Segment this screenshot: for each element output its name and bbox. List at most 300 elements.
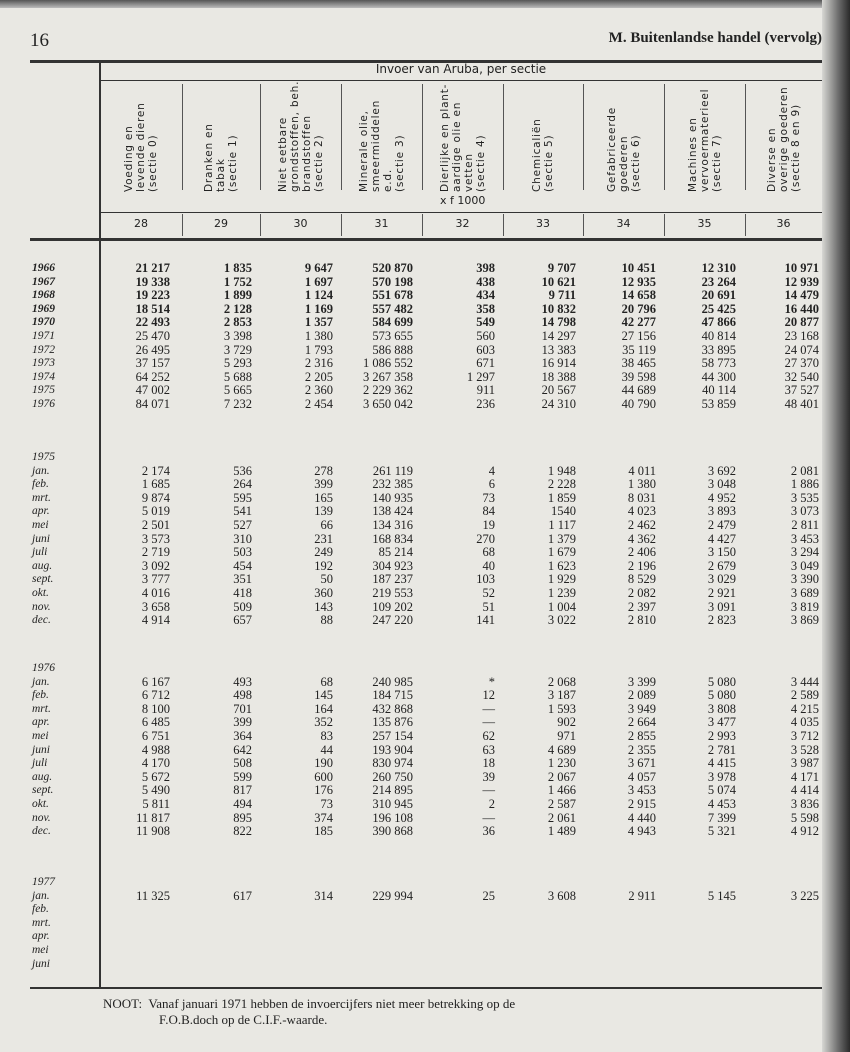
table-cell: 3 949 (627, 701, 656, 716)
table-cell: — (482, 783, 495, 798)
table-cell: 38 465 (621, 356, 656, 371)
table-cell: 214 895 (372, 783, 413, 798)
table-cell: 364 (233, 729, 252, 743)
table-cell: 23 264 (701, 274, 736, 289)
table-cell: 2 855 (627, 729, 656, 743)
table-cell: 165 (314, 490, 333, 505)
row-label: okt. (32, 587, 49, 599)
table-cell: 20 691 (701, 288, 736, 303)
table-cell: 4 952 (707, 490, 736, 505)
table-cell: 145 (314, 688, 333, 703)
table-cell: 1 086 552 (363, 356, 413, 371)
table-cell: 536 (233, 463, 252, 478)
row-label: dec. (32, 614, 51, 627)
table-cell: 2 355 (627, 742, 656, 757)
table-cell: 520 870 (372, 261, 413, 275)
table-cell: 3 671 (627, 756, 656, 771)
table-cell: 1 593 (547, 701, 576, 716)
table-cell: 39 (482, 769, 495, 784)
row-label: 1970 (32, 316, 55, 329)
row-label: 1967 (32, 275, 55, 288)
table-cell: 5 490 (141, 783, 170, 798)
table-cell: 12 310 (701, 261, 736, 275)
table-cell: 351 (233, 572, 252, 587)
table-cell: 4 414 (790, 783, 819, 798)
table-cell: 63 (482, 742, 495, 757)
table-cell: 508 (233, 756, 252, 771)
table-cell: 3 150 (707, 545, 736, 560)
table-cell: 270 (476, 531, 495, 546)
table-cell: 3 729 (223, 342, 252, 357)
table-cell: 902 (557, 715, 576, 730)
column-divider (503, 214, 504, 236)
table-cell: 37 527 (784, 383, 819, 398)
table-cell: 4 035 (790, 715, 819, 730)
table-cell: 3 029 (707, 572, 736, 587)
table-cell: 9 874 (141, 490, 170, 505)
table-cell: 42 277 (621, 315, 656, 330)
table-cell: 5 598 (790, 810, 819, 825)
table-cell: 657 (233, 613, 252, 628)
table-cell: 4 427 (707, 531, 736, 546)
table-cell: 16 914 (541, 356, 576, 371)
column-divider (503, 84, 504, 190)
table-cell: 1 297 (466, 369, 495, 384)
table-cell: 139 (314, 504, 333, 519)
table-cell: 4 415 (707, 756, 736, 771)
table-cell: 19 338 (135, 274, 170, 289)
table-cell: 4 170 (141, 756, 170, 771)
table-cell: 168 834 (372, 531, 413, 546)
row-label: juni (32, 957, 50, 970)
table-cell: 358 (476, 301, 495, 316)
row-label: sept. (32, 784, 54, 797)
table-cell: 13 383 (541, 342, 576, 357)
table-cell: 10 971 (784, 261, 819, 275)
table-cell: 5 665 (223, 383, 252, 398)
table-cell: 432 868 (372, 701, 413, 716)
row-label: okt. (32, 798, 49, 810)
table-cell: 88 (320, 613, 333, 628)
table-cell: — (482, 715, 495, 730)
table-cell: 2 068 (547, 674, 576, 689)
table-cell: 143 (314, 599, 333, 614)
table-cell: 3 267 358 (363, 369, 413, 384)
table-cell: 1 679 (547, 545, 576, 560)
table-cell: 18 514 (135, 301, 170, 316)
column-header-text: Minerale olie, smeermiddelen e.d. (sectie 3) (357, 99, 406, 192)
table-cell: 20 567 (541, 383, 576, 398)
table-cell: 1 380 (627, 477, 656, 492)
table-cell: 1 380 (304, 329, 333, 343)
row-label: nov. (32, 600, 51, 613)
table-cell: 3 453 (627, 783, 656, 798)
table-cell: 2 589 (790, 688, 819, 703)
table-cell: 5 080 (707, 674, 736, 689)
table-cell: 4 171 (790, 769, 819, 784)
table-cell: 2 501 (141, 518, 170, 532)
table-cell: 5 811 (142, 797, 170, 811)
row-label: juni (32, 743, 50, 756)
column-divider (341, 84, 342, 190)
table-cell: 219 553 (372, 586, 413, 600)
table-cell: 2 454 (304, 397, 333, 411)
table-cell: 6 (488, 477, 495, 492)
table-cell: 51 (482, 599, 495, 614)
table-cell: 3 453 (790, 531, 819, 546)
page-number: 16 (30, 30, 49, 51)
table-cell: 3 073 (790, 504, 819, 519)
table-cell: 3 658 (141, 599, 170, 614)
table-cell: 53 859 (701, 397, 736, 411)
table-cell: 1 685 (141, 477, 170, 492)
table-cell: 134 316 (372, 518, 413, 532)
table-cell: 26 495 (135, 342, 170, 357)
table-cell: 1 948 (547, 463, 576, 478)
row-label: mrt. (32, 491, 51, 504)
table-cell: 164 (314, 701, 333, 716)
table-cell: 398 (476, 261, 495, 275)
table-cell: 5 074 (707, 783, 736, 798)
column-divider (664, 214, 665, 236)
table-cell: 184 715 (372, 688, 413, 703)
column-divider (745, 84, 746, 190)
table-cell: 2 (488, 797, 495, 811)
table-cell: 4 912 (790, 824, 819, 839)
page-binding-edge (822, 0, 850, 1052)
table-cell: 4 023 (627, 504, 656, 519)
table-cell: 3 092 (141, 558, 170, 573)
header-bottom-rule (30, 238, 822, 241)
table-cell: 2 067 (547, 769, 576, 784)
table-cell: 36 (482, 824, 495, 839)
column-divider (664, 84, 665, 190)
table-cell: 66 (320, 518, 333, 532)
table-cell: 2 174 (141, 463, 170, 478)
table-cell: 14 297 (541, 329, 576, 343)
table-cell: 68 (482, 545, 495, 560)
table-cell: 5 688 (223, 369, 252, 384)
column-divider (422, 84, 423, 190)
table-cell: 35 119 (622, 342, 656, 357)
table-cell: 3 528 (790, 742, 819, 757)
table-cell: 84 071 (135, 397, 170, 411)
table-cell: 64 252 (135, 369, 170, 384)
table-cell: 20 877 (784, 315, 819, 330)
bottom-rule (30, 987, 822, 989)
table-cell: 4 914 (141, 613, 170, 628)
table-cell: 586 888 (372, 342, 413, 357)
unit-rule (100, 212, 822, 213)
table-cell: 40 (482, 558, 495, 573)
table-cell: 617 (233, 888, 252, 903)
table-cell: 822 (233, 824, 252, 839)
table-cell: 5 019 (141, 504, 170, 519)
table-cell: 2 196 (627, 558, 656, 573)
column-header-text: Chemicaliën (sectie 5) (531, 118, 555, 192)
table-cell: 642 (233, 742, 252, 757)
table-cell: 185 (314, 824, 333, 839)
table-cell: 494 (233, 797, 252, 811)
row-label: dec. (32, 825, 51, 838)
table-cell: 5 672 (141, 769, 170, 784)
row-label: 1972 (32, 343, 55, 356)
table-cell: 8 529 (627, 572, 656, 587)
table-cell: 12 939 (784, 274, 819, 289)
section-year-label: 1975 (32, 451, 55, 463)
table-cell: 27 370 (784, 356, 819, 371)
table-cell: 10 832 (541, 301, 576, 316)
column-header-36 (745, 80, 822, 192)
table-cell: 3 978 (707, 769, 736, 784)
table-cell: 2 811 (791, 518, 819, 532)
column-number: 34 (616, 217, 631, 230)
table-cell: 895 (233, 810, 252, 825)
table-unit: x f 1000 (440, 194, 486, 207)
table-cell: 5 293 (223, 356, 252, 371)
table-cell: 1 489 (547, 824, 576, 839)
table-cell: 16 440 (784, 301, 819, 316)
table-cell: 360 (314, 586, 333, 600)
column-divider (182, 214, 183, 236)
table-cell: 135 876 (372, 715, 413, 730)
table-cell: 4 016 (141, 586, 170, 600)
table-cell: 454 (233, 558, 252, 573)
table-cell: 304 923 (372, 558, 413, 573)
row-label: aug. (32, 559, 53, 572)
table-cell: 8 100 (141, 701, 170, 716)
table-cell: 44 (320, 742, 333, 757)
table-cell: 595 (233, 490, 252, 505)
column-divider (182, 84, 183, 190)
table-cell: 47 002 (135, 383, 170, 398)
table-cell: 264 (233, 477, 252, 492)
table-cell: 85 214 (378, 545, 413, 560)
column-divider (341, 214, 342, 236)
row-label: nov. (32, 811, 51, 824)
table-cell: 4 011 (628, 463, 656, 478)
table-cell: 1 124 (304, 288, 333, 303)
table-cell: 73 (320, 797, 333, 811)
table-cell: 3 049 (790, 558, 819, 573)
table-cell: 83 (320, 729, 333, 743)
column-header-text: Machines en vervoermaterieel (sectie 7) (686, 88, 723, 192)
row-label: mrt. (32, 916, 51, 929)
row-label: 1966 (32, 262, 55, 274)
row-label: juli (32, 757, 48, 770)
table-cell: 557 482 (372, 301, 413, 316)
column-number: 35 (697, 217, 712, 230)
table-cell: 44 689 (621, 383, 656, 398)
table-cell: 2 719 (141, 545, 170, 560)
table-cell: 14 658 (621, 288, 656, 303)
column-header-34 (583, 80, 664, 192)
row-label: mrt. (32, 702, 51, 715)
row-label: mei (32, 519, 49, 531)
table-cell: 3 689 (790, 586, 819, 600)
footnote-line-1: NOOT: Vanaf januari 1971 hebben de invoercijfers niet meer betrekking op de (103, 996, 516, 1011)
table-cell: 374 (314, 810, 333, 825)
column-divider (583, 84, 584, 190)
table-cell: 23 168 (784, 329, 819, 343)
column-header-33 (503, 80, 583, 192)
table-cell: 2 823 (707, 613, 736, 628)
row-label: apr. (32, 716, 50, 729)
row-label: feb. (32, 478, 49, 491)
table-cell: 310 (233, 531, 252, 546)
table-cell: 5 080 (707, 688, 736, 703)
table-cell: 10 621 (541, 274, 576, 289)
table-cell: 4 057 (627, 769, 656, 784)
table-cell: 3 091 (707, 599, 736, 614)
table-cell: 509 (233, 599, 252, 614)
table-cell: 570 198 (372, 274, 413, 289)
table-cell: 73 (482, 490, 495, 505)
table-cell: 584 699 (372, 315, 413, 330)
row-label: sept. (32, 573, 54, 586)
table-cell: 493 (233, 674, 252, 689)
table-cell: 27 156 (621, 329, 656, 343)
table-cell: 1 230 (547, 756, 576, 771)
table-cell: 3 294 (790, 545, 819, 560)
column-divider (422, 214, 423, 236)
table-cell: 25 (482, 888, 495, 903)
table-cell: 2 316 (304, 356, 333, 371)
row-label: 1971 (32, 330, 55, 342)
table-cell: 249 (314, 545, 333, 560)
table-cell: 58 773 (701, 356, 736, 371)
table-cell: 1 117 (548, 518, 576, 532)
table-cell: 2 587 (547, 797, 576, 811)
table-cell: 3 399 (627, 674, 656, 689)
table-cell: 3 650 042 (363, 397, 413, 411)
table-cell: 2 128 (223, 301, 252, 316)
table-cell: 47 866 (701, 315, 736, 330)
table-cell: 1 886 (790, 477, 819, 492)
column-header-31 (341, 80, 422, 192)
column-number: 29 (214, 217, 228, 230)
column-divider (260, 84, 261, 190)
table-cell: 3 573 (141, 531, 170, 546)
column-header-text: Niet eetbare grondstoffen, beh. brandstoffen (sectie 2) (276, 80, 325, 192)
table-cell: 12 (482, 688, 495, 703)
section-year-label: 1976 (32, 662, 55, 674)
column-header-text: Dierlijke en plant- aardige olie en vetten (sectie 4) (438, 83, 487, 192)
table-cell: 560 (476, 329, 495, 343)
table-cell: — (482, 701, 495, 716)
table-cell: 11 817 (136, 810, 170, 825)
table-cell: 352 (314, 715, 333, 730)
column-number: 28 (134, 217, 148, 230)
table-cell: 2 921 (707, 586, 736, 600)
table-cell: 2 993 (707, 729, 736, 743)
row-label: 1973 (32, 357, 55, 370)
row-label: juli (32, 546, 48, 559)
table-cell: 4 362 (627, 531, 656, 546)
column-header-28 (100, 80, 182, 192)
table-cell: 4 (488, 463, 495, 478)
table-cell: 573 655 (372, 329, 413, 343)
table-cell: 40 814 (701, 329, 736, 343)
table-cell: 9 647 (304, 261, 333, 275)
row-label: aug. (32, 770, 53, 783)
table-cell: 1540 (551, 504, 576, 519)
table-cell: 701 (233, 701, 252, 716)
column-header-text: Voeding en levende dieren (sectie 0) (123, 102, 159, 192)
table-cell: 390 868 (372, 824, 413, 839)
table-cell: 261 119 (372, 463, 413, 478)
column-divider (583, 214, 584, 236)
table-cell: 2 810 (627, 613, 656, 628)
table-cell: 2 781 (707, 742, 736, 757)
table-cell: 11 325 (136, 888, 170, 903)
table-cell: 236 (476, 397, 495, 411)
row-label: 1975 (32, 384, 55, 397)
table-cell: 25 425 (701, 301, 736, 316)
table-cell: 9 711 (548, 288, 576, 303)
row-label: 1976 (32, 398, 55, 410)
row-label: 1968 (32, 289, 55, 302)
table-cell: 1 929 (547, 572, 576, 587)
footnote-line-2: F.O.B.doch op de C.I.F.-waarde. (159, 1012, 328, 1027)
table-cell: 314 (314, 888, 333, 903)
table-cell: 3 608 (547, 888, 576, 903)
table-cell: 603 (476, 342, 495, 357)
table-cell: 3 808 (707, 701, 736, 716)
row-label: apr. (32, 930, 50, 943)
table-cell: 141 (476, 613, 495, 628)
column-header-text: Diverse en overige goederen (sectie 8 en 9) (765, 86, 802, 192)
table-cell: 3 819 (790, 599, 819, 614)
table-cell: 911 (476, 383, 495, 398)
table-cell: 18 (482, 756, 495, 771)
table-cell: 1 169 (304, 301, 333, 316)
table-cell: 438 (476, 274, 495, 289)
page-top-edge (0, 0, 850, 8)
table-cell: 3 987 (790, 756, 819, 771)
table-cell: 24 310 (541, 397, 576, 411)
table-cell: 4 988 (141, 742, 170, 757)
table-cell: 2 082 (627, 586, 656, 600)
table-cell: 2 911 (628, 888, 656, 903)
table-cell: 140 935 (372, 490, 413, 505)
row-label: jan. (32, 675, 50, 688)
table-cell: 310 945 (372, 797, 413, 811)
table-cell: 1 859 (547, 490, 576, 505)
column-number: 31 (374, 217, 389, 230)
row-label: mei (32, 944, 49, 956)
table-cell: 260 750 (372, 769, 413, 784)
table-cell: 3 444 (790, 674, 819, 689)
column-divider (745, 214, 746, 236)
table-cell: 24 074 (784, 342, 819, 357)
table-cell: 2 229 362 (363, 383, 413, 398)
column-number: 33 (536, 217, 550, 230)
table-cell: 20 796 (621, 301, 656, 316)
row-label: 1974 (32, 370, 55, 383)
table-cell: 22 493 (135, 315, 170, 330)
table-cell: 2 397 (627, 599, 656, 614)
table-cell: 3 692 (707, 463, 736, 478)
table-cell: * (488, 674, 495, 689)
table-cell: 3 477 (707, 715, 736, 730)
table-cell: 192 (314, 558, 333, 573)
table-cell: 671 (476, 356, 495, 371)
table-cell: 3 022 (547, 613, 576, 628)
table-cell: 68 (320, 674, 333, 689)
table-cell: 48 401 (784, 397, 819, 411)
table-cell: 1 357 (304, 315, 333, 330)
